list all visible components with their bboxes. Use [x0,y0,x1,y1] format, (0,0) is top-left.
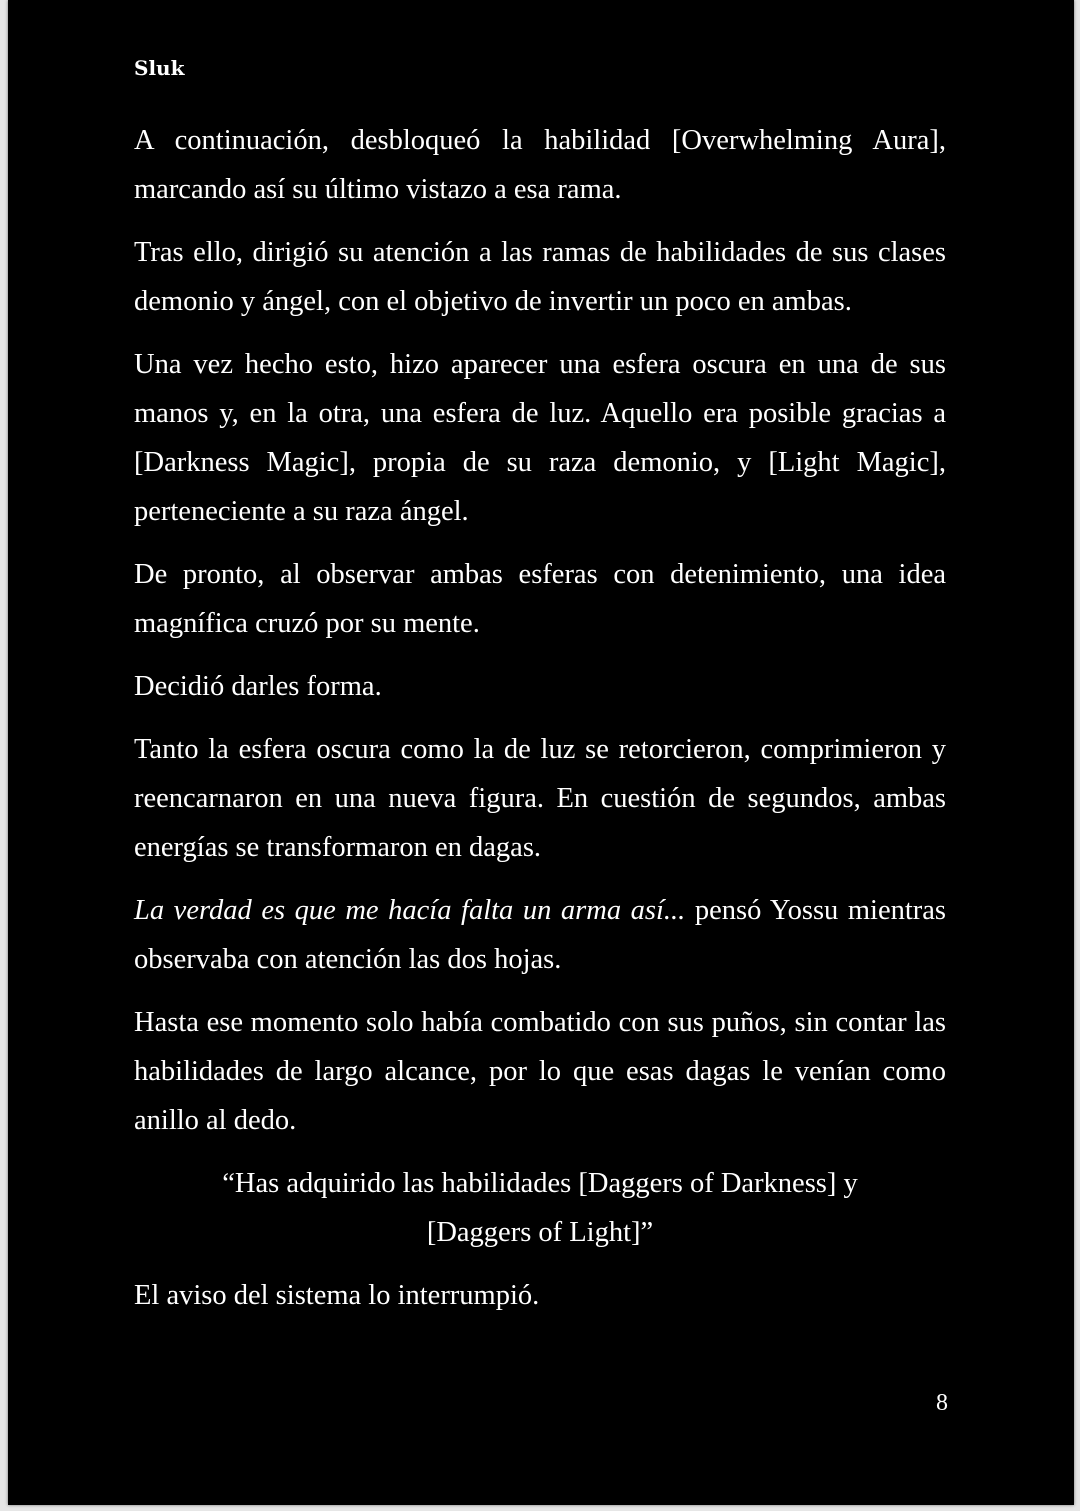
paragraph-1: A continuación, desbloqueó la habilidad [Overwhelming Aura], marcando así su último vistazo a esa rama. [134,125,946,205]
system-message: “Has adquirido las habilidades [Daggers of Darkness] y [Daggers of Light]” [222,1168,858,1248]
paragraph-3: Una vez hecho esto, hizo aparecer una esfera oscura en una de sus manos y, en la otra, una esfera de luz. Aquello era posible gracias a [Darkness Magic], propia de su raza demonio, y [Light Magic], perteneciente a su raza ángel. [134,349,946,527]
paragraph-8: Hasta ese momento solo había combatido con sus puños, sin contar las habilidades de largo alcance, por lo que esas dagas le venían como anillo al dedo. [134,1007,946,1136]
document-page [8,0,1074,1505]
paragraph-10: El aviso del sistema lo interrumpió. [134,1280,540,1311]
page-body [134,116,946,1334]
running-header-author: Sluk [134,56,185,80]
paragraph-7 [134,886,946,984]
paragraph-4: De pronto, al observar ambas esferas con detenimiento, una idea magnífica cruzó por su mente. [134,559,946,639]
paragraph-7-narration: pensó Yossu mientras observaba con atención las dos hojas. [134,895,946,975]
paragraph-6: Tanto la esfera oscura como la de luz se retorcieron, comprimieron y reencarnaron en una nueva figura. En cuestión de segundos, ambas energías se transformaron en dagas. [134,734,946,863]
page-number: 8 [936,1390,948,1416]
paragraph-5: Decidió darles forma. [134,671,382,702]
paragraph-7-thought: La verdad es que me hacía falta un arma así... [134,895,686,926]
paragraph-2: Tras ello, dirigió su atención a las ramas de habilidades de sus clases demonio y ángel, con el objetivo de invertir un poco en ambas. [134,237,946,317]
